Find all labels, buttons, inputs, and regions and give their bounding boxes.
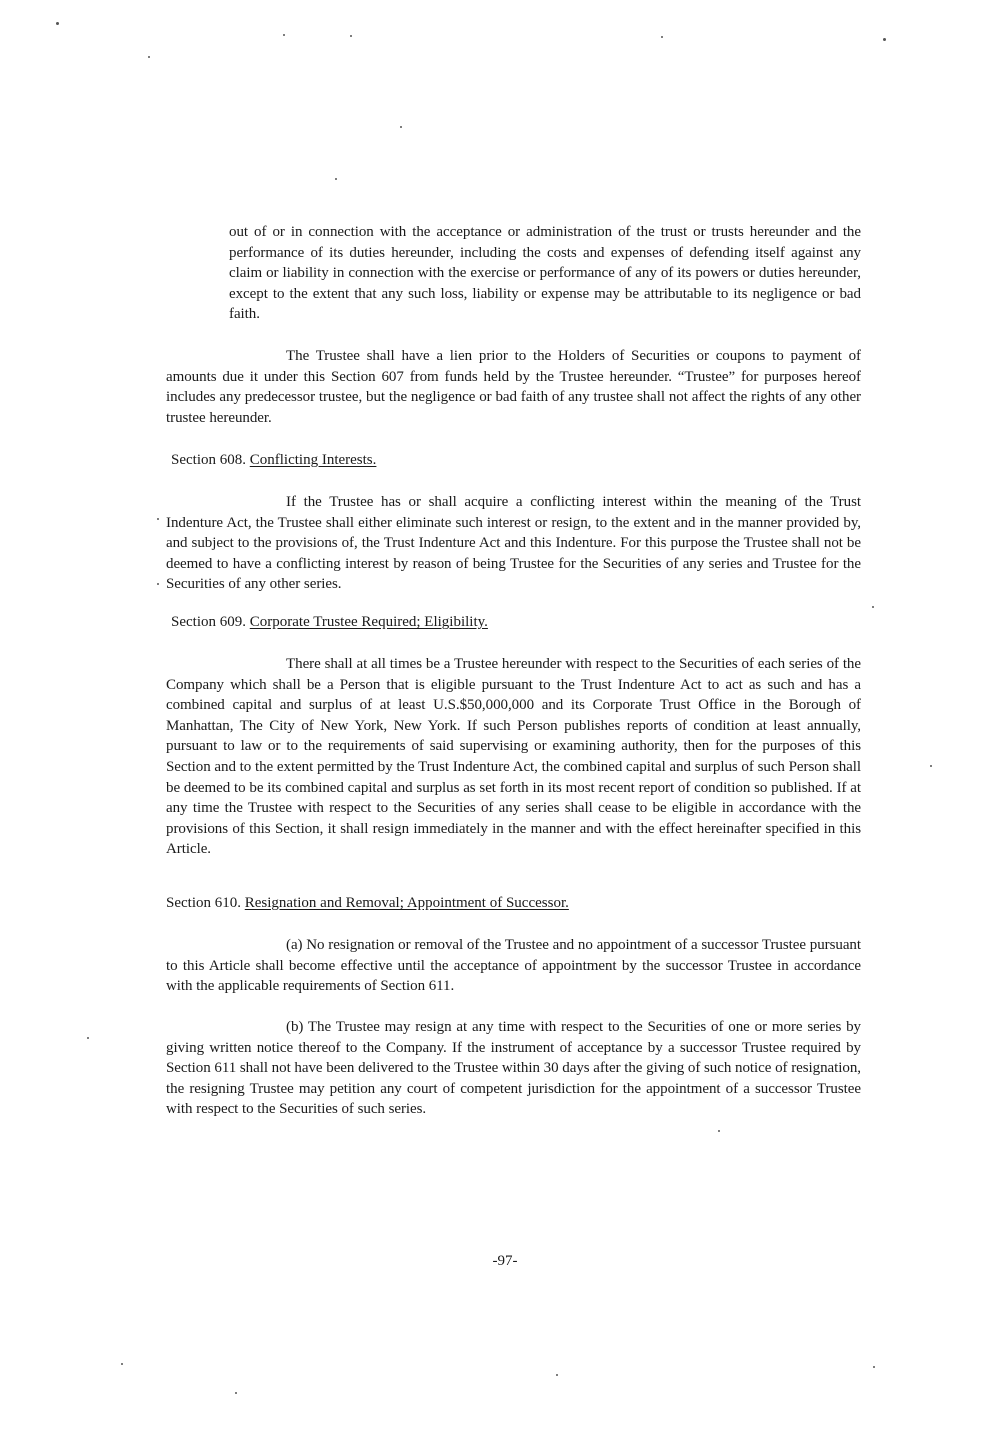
scan-speck [121, 1363, 123, 1365]
scan-speck [350, 35, 352, 37]
section-610-paragraph-b: (b) The Trustee may resign at any time with respect to the Securities of one or more series by giving written notice thereof to the Company. If the instrument of acceptance by a successor Trustee required by Section 611 shall not have been delivered to the Trustee within 30 days after the giving of such notice of resignation, the resigning Trustee may petition any court of competent jurisdiction for the appointment of a successor Trustee with respect to the Securities of such series. [166, 1019, 861, 1118]
scan-speck [56, 22, 59, 25]
scan-speck [283, 34, 285, 36]
scan-speck [872, 606, 874, 608]
scan-speck [873, 1366, 875, 1368]
scan-speck [930, 765, 932, 767]
section-609-paragraph: There shall at all times be a Trustee hereunder with respect to the Securities of each series of the Company which shall be a Person that is eligible pursuant to the Trust Indenture Act to act as such and has a combined capital and surplus of at least U.S.$50,000,000 and its Corporate Trust Office in the Borough of Manhattan, The City of New York, New York. If such Person publishes reports of condition at least annually, pursuant to law or to the requirements of said supervising or examining authority, then for the purposes of this Section and to the extent permitted by the Trust Indenture Act, the combined capital and surplus of such Person shall be deemed to be its combined capital and surplus as set forth in its most recent report of condition so published. If at any time the Trustee with respect to the Securities of any series shall cease to be eligible in accordance with the provisions of this Section, it shall resign immediately in the manner and with the effect hereinafter specified in this Article. [166, 656, 861, 858]
scan-speck [335, 178, 337, 180]
scan-speck [661, 36, 663, 38]
scan-speck [718, 1130, 720, 1132]
section-610-number: Section 610. [166, 895, 241, 911]
scan-speck [235, 1392, 237, 1394]
section-608-heading [171, 450, 376, 470]
lien-paragraph: The Trustee shall have a lien prior to the Holders of Securities or coupons to payment of amounts due it under this Section 607 from funds held by the Trustee hereunder. “Trustee” for purposes hereof includes any predecessor trustee, but the negligence or bad faith of any trustee shall not affect the rights of any other trustee hereunder. [166, 348, 861, 426]
section-610-heading [166, 893, 569, 913]
scan-speck [157, 518, 159, 520]
scan-speck [87, 1037, 89, 1039]
section-610-title: Resignation and Removal; Appointment of Successor. [244, 895, 569, 911]
section-608-paragraph: If the Trustee has or shall acquire a conflicting interest within the meaning of the Trust Indenture Act, the Trustee shall either eliminate such interest or resign, to the extent and in the manner provided by, and subject to the provisions of, the Trust Indenture Act and this Indenture. For this purpose the Trustee shall not be deemed to have a conflicting interest by reason of being Trustee for the Securities of any series and Trustee for the Securities of any other series. [166, 494, 861, 593]
scan-speck [883, 38, 886, 41]
section-608-title: Conflicting Interests. [249, 452, 377, 468]
section-610-paragraph-a: (a) No resignation or removal of the Trustee and no appointment of a successor Trustee pursuant to this Article shall become effective until the acceptance of appointment by the successor Trustee in accordance with the applicable requirements of Section 611. [166, 937, 861, 995]
section-609-title: Corporate Trustee Required; Eligibility. [249, 614, 488, 630]
section-609-number: Section 609. [171, 614, 246, 630]
section-608-number: Section 608. [171, 452, 246, 468]
scan-speck [556, 1374, 558, 1376]
scan-speck [400, 126, 402, 128]
scan-speck [148, 56, 150, 58]
scan-speck [157, 583, 159, 585]
section-609-heading [171, 612, 488, 632]
page-number: -97- [492, 1253, 518, 1269]
continuation-paragraph: out of or in connection with the acceptance or administration of the trust or trusts hereunder and the performance of its duties hereunder, including the costs and expenses of defending itself against any claim or liability in connection with the exercise or performance of any of its powers or duties hereunder, except to the extent that any such loss, liability or expense may be attributable to its negligence or bad faith. [229, 224, 861, 323]
